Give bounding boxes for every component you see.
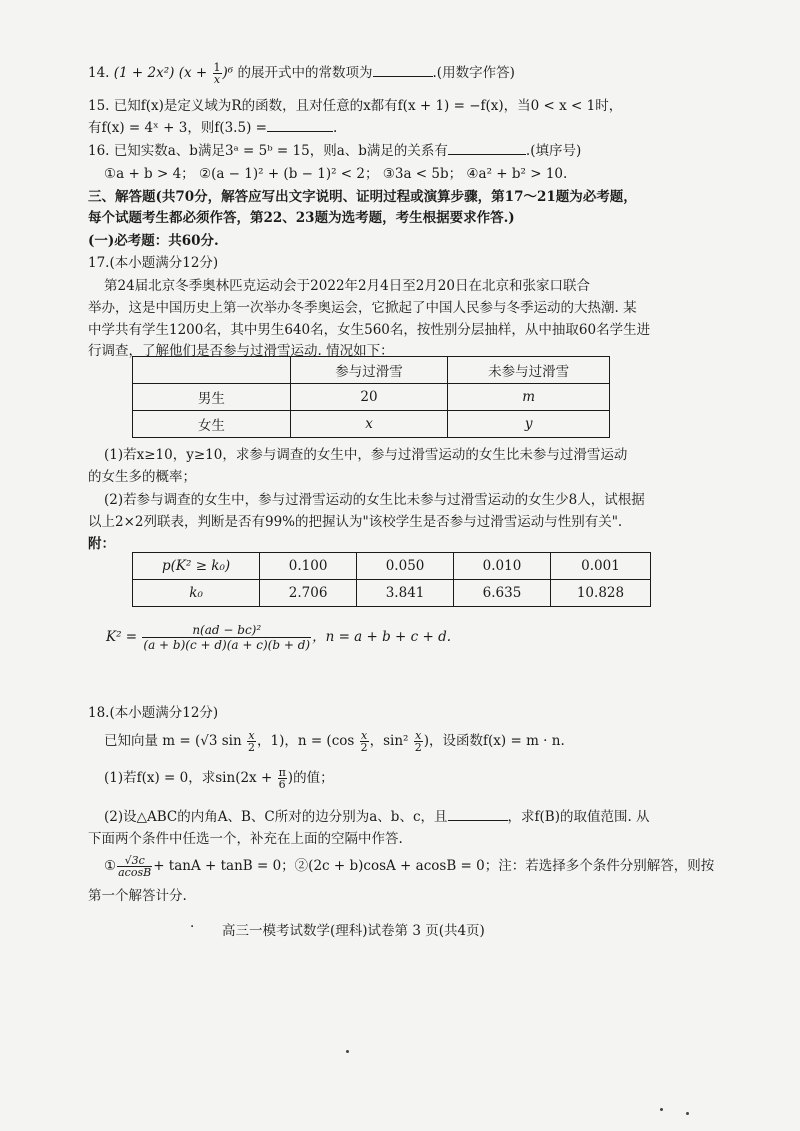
- scan-speck: [346, 1050, 349, 1053]
- q17-para-line2: 举办，这是中国历史上第一次举办冬季奥运会，它掀起了中国人民参与冬季运动的大热潮. 某: [88, 300, 637, 316]
- q16-options: ①a + b > 4； ②(a − 1)² + (b − 1)² < 2； ③3a < 5b； ④a² + b² > 10.: [104, 166, 568, 182]
- table-row: [133, 384, 610, 411]
- q14-expr-b: ²) (: [163, 65, 184, 81]
- q14-x1: x: [156, 65, 164, 81]
- critical-value-table: [132, 552, 651, 607]
- table-cell: 0.100: [260, 553, 357, 580]
- table-cell: 10.828: [550, 580, 650, 607]
- q16-answer-blank: [448, 142, 526, 155]
- page-footer: 高三一模考试数学(理科)试卷第 3 页(共4页): [222, 923, 485, 939]
- table-cell: 2.706: [260, 580, 357, 607]
- table-row-label: k₀: [133, 580, 260, 607]
- table-cell: 0.010: [454, 553, 551, 580]
- contingency-table: [132, 356, 610, 438]
- q14-text: 的展开式中的常数项为: [237, 65, 373, 81]
- table-cell: x: [290, 411, 448, 438]
- table-cell: m: [448, 384, 610, 411]
- q17-title: 17.(本小题满分12分): [88, 255, 219, 271]
- q16-line1: 16. 已知实数a、b满足3ᵃ = 5ᵇ = 15，则a、b满足的关系有 .(填序号): [88, 143, 582, 159]
- q17-part2-line1: (2)若参与调查的女生中，参与过滑雪运动的女生比未参与过滑雪运动的女生少8人，试根据: [104, 492, 645, 508]
- q14-answer-blank: [373, 64, 433, 77]
- q17-part1-line2: 的女生多的概率；: [88, 469, 196, 485]
- q18-conditions: ① $\frac{√3c}{acosB}$ + tanA + tanB = 0；②(2c + b)cosA + acosB = 0；注：若选择多个条件分别解答，则按: [104, 854, 715, 879]
- q17-appendix: 附：: [88, 536, 115, 552]
- section3-line1: 三、解答题(共70分，解答应写出文字说明、证明过程或演算步骤，第17～21题为必考题，: [88, 189, 637, 205]
- scan-speck: [660, 1108, 663, 1111]
- table-row: [133, 553, 651, 580]
- table-row: [133, 580, 651, 607]
- q15-line2: 有f(x) = 4ˣ + 3，则f(3.5) = .: [88, 120, 338, 136]
- q17-para-line4: 行调查，了解他们是否参与过滑雪运动. 情况如下：: [88, 343, 394, 359]
- chi-square-fraction: $\frac{\text{n(ad − bc)²}}{(a + b)(c + d)(a + c)(b + d)}$: [143, 623, 311, 652]
- section3-required: (一)必考题：共60分.: [88, 233, 219, 249]
- q18-vectors: 已知向量 m = (√3 sin $\frac{x}{2}$ ，1)，n = (cos $\frac{x}{2}$ ，sin² $\frac{x}{2}$ )，设函数f(x) = m · n.: [104, 729, 565, 754]
- q18-part2-line2: 下面两个条件中任选一个，补充在上面的空隔中作答.: [88, 831, 403, 847]
- table-row-label: 女生: [133, 411, 291, 438]
- q18-frac-x-2: $\frac{x}{2}$: [247, 729, 255, 754]
- table-cell: 3.841: [357, 580, 454, 607]
- table-header-cell: 未参与过滑雪: [448, 357, 610, 384]
- table-cell: y: [448, 411, 610, 438]
- q18-part2-line1: (2)设△ABC的内角A、B、C所对的边分别为a、b、c，且 ，求f(B)的取值范围. 从: [104, 809, 650, 825]
- q18-frac-pi-6: $\frac{\pi}{6}$: [278, 766, 286, 791]
- scan-speck: [686, 1112, 689, 1115]
- q15-answer-blank: [267, 119, 333, 132]
- q17-para-line3: 中学共有学生1200名，其中男生640名，女生560名，按性别分层抽样，从中抽取60名学生进: [88, 322, 651, 338]
- q17-part2-line2: 以上2×2列联表，判断是否有99%的把握认为"该校学生是否参与过滑雪运动与性别有关".: [88, 514, 623, 530]
- table-header-cell: 参与过滑雪: [290, 357, 448, 384]
- table-cell: 0.001: [550, 553, 650, 580]
- table-cell: 20: [290, 384, 448, 411]
- q14-expr-a: (1 + 2: [113, 65, 157, 81]
- footer-bullet: ·: [190, 919, 195, 935]
- section3-line2: 每个试题考生都必须作答，第22、23题为选考题，考生根据要求作答.): [88, 210, 515, 226]
- q18-frac-x-2: $\frac{x}{2}$: [360, 729, 368, 754]
- table-cell: [133, 357, 291, 384]
- q14-expr-d: )⁶: [222, 65, 234, 81]
- q17-para-line1: 第24届北京冬季奥林匹克运动会于2022年2月4日至2月20日在北京和张家口联合: [104, 278, 590, 294]
- q18-title: 18.(本小题满分12分): [88, 705, 219, 721]
- table-cell: 0.050: [357, 553, 454, 580]
- q14-expr-c: +: [191, 65, 212, 81]
- q18-frac-x-2: $\frac{x}{2}$: [414, 729, 422, 754]
- q17-part1-line1: (1)若x≥10，y≥10，求参与调查的女生中，参与过滑雪运动的女生比未参与过滑雪运动: [104, 447, 628, 463]
- q18-condition1-fraction: $\frac{√3c}{acosB}$: [118, 854, 152, 879]
- q14-line: [88, 62, 515, 85]
- table-cell: 6.635: [454, 580, 551, 607]
- q18-note-end: 第一个解答计分.: [88, 888, 187, 904]
- q15-line1: 15. 已知f(x)是定义域为R的函数，且对任意的x都有f(x + 1) = −f(x)，当0 < x < 1时，: [88, 98, 623, 114]
- q14-fraction: $\frac{1}{x}$: [213, 61, 221, 86]
- q14-hint: .(用数字作答): [432, 65, 515, 81]
- table-row: [133, 411, 610, 438]
- q14-number: 14.: [88, 65, 110, 81]
- table-row: [133, 357, 610, 384]
- chi-square-formula: K² = $\frac{\text{n(ad − bc)²}}{(a + b)(c + d)(a + c)(b + d)}$ ，n = a + b + c + d.: [106, 623, 452, 652]
- table-row-label: p(K² ≥ k₀): [133, 553, 260, 580]
- q14-x2: x: [184, 65, 192, 81]
- q18-part1: (1)若f(x) = 0，求sin(2x + $\frac{\pi}{6}$ )的值；: [104, 766, 334, 791]
- q18-condition-blank: [448, 808, 508, 821]
- table-row-label: 男生: [133, 384, 291, 411]
